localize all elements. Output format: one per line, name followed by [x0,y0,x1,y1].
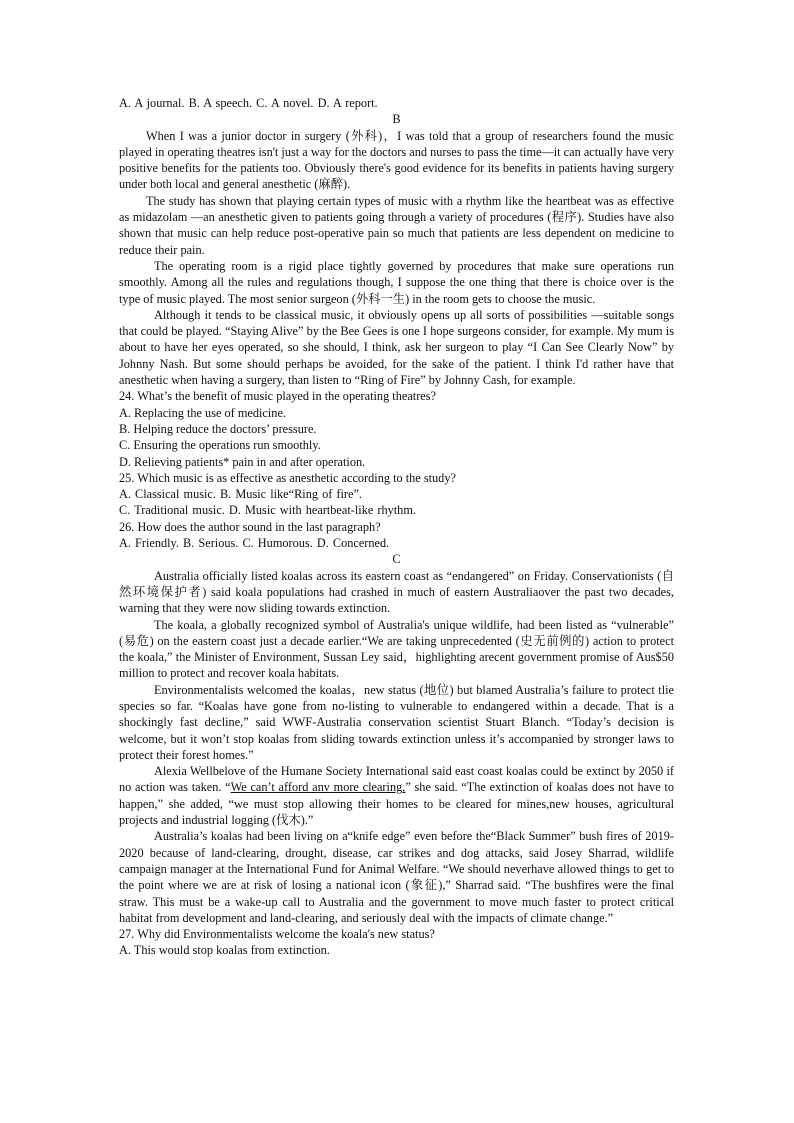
question-26-options: A. Friendly. B. Serious. C. Humorous. D. Concerned. [119,536,390,551]
question-25-options: A. Classical music. B. Music like“Ring of fire”. [119,487,362,502]
paragraph-4-text-start: Alexia Wellbelove of the Humane Society International said east coast koalas could be extinct by 2050 if no action was taken. “ [119,764,674,795]
question-24-option: C. Ensuring the operations run smoothly. [119,438,321,453]
section-c-label: C [392,552,401,567]
exam-page [119,95,674,959]
section-b-label: B [392,112,401,127]
question-24-option: D. Relieving patients* pain in and after operation. [119,454,366,469]
passage-c-paragraph-2: The koala, a globally recognized symbol of Australia's unique wildlife, had been listed as “vulnerable” (易危) on the eastern coast just a decade earlier.“We are taking unprecedented (史无前例的) action to protect the koala,” the Minister of Environment, Sussan Ley said，highlighting arecent government promise of Aus$50 million to protect and recover koala habitats. [119,617,674,681]
question-25-stem: 25. Which music is as effective as anesthetic according to the study? [119,470,456,485]
question-24-option: B. Helping reduce the doctors’ pressure. [119,421,317,436]
underlined-quote: We can’t afford anv more clearing, [230,780,406,795]
question-25-options: C. Traditional music. D. Music with heartbeat-like rhythm. [119,503,416,518]
passage-c-paragraph-5: Australia’s koalas had been living on a“knife edge” even before the“Black Summer” bush fires of 2019-2020 because of land-clearing, drought, disease, car strikes and dog attacks, said Josey Sharrad, wildlife campaign manager at the International Fund for Animal Welfare. “We should neverhave allowed things to get to the point where we are at risk of losing a national icon (象征),” Sharrad said. “The bushfires were the final straw. This must be a wake-up call to Australia and the government to move much faster to protect critical habitat from development and land-clearing, and seriously deal with the impacts of climate change.” [119,829,674,925]
question-24-stem: 24. What’s the benefit of music played in the operating theatres? [119,389,436,404]
passage-c-paragraph-1: Australia officially listed koalas across its eastern coast as “endangered” on Friday. Conservationists (自然环境保护者) said koala populations had crashed in much of eastern Australiaover the past two decades, warning that they were now sliding towards extinction. [119,568,674,616]
passage-b-paragraph-4: Although it tends to be classical music, it obviously opens up all sorts of possibilities —suitable songs that could be played. “Staying Alive” by the Bee Gees is one I hope surgeons consider, for example. My mum is about to have her eyes operated, so she should, I think, ask her surgeon to play “I Can See Clearly Now” by Johnny Nash. But some should perhaps be avoided, for the sake of the patient. I think I'd rather have that anesthetic when having a surgery, than listen to “Ring of Fire” by Johnny Cash, for example. [119,307,674,388]
passage-c-paragraph-4 [119,763,674,828]
question-26-stem: 26. How does the author sound in the last paragraph? [119,519,381,534]
passage-b-paragraph-1: When I was a junior doctor in surgery (外科)，I was told that a group of researchers found the music played in operating theatres isn't just a way for the doctors and nurses to pass the time—it can actually have very positive benefits for the patients too. Obviously there's good evidence for its benefits in patients having surgery under both local and general anesthetic (麻醉). [119,128,674,192]
passage-c-paragraph-3: Environmentalists welcomed the koalas，new status (地位) but blamed Australia’s failure to protect tlie species so far. “Koalas have gone from no-listing to vulnerable to endangered within a decade. That is a shockingly fast decline,” said WWF-Australia conservation scientist Stuart Blanch. “Today’s decision is welcome, but it won’t stop koalas from sliding towards extinction unless it’s accompanied by stronger laws to protect their forest homes.” [119,682,674,762]
passage-b-paragraph-3: The operating room is a rigid place tightly governed by procedures that make sure operations run smoothly. Among all the rules and regulations though, I suppose the one thing that there is choice over is the type of music played. The most senior surgeon (外科一生) in the room gets to choose the music. [119,258,674,306]
q23-options: A. A journal. B. A speech. C. A novel. D. A report. [119,96,378,110]
passage-b-paragraph-2: The study has shown that playing certain types of music with a rhythm like the heartbeat was as effective as midazolam —an anesthetic given to patients going through a variety of procedures (程序). Studies have also shown that music can help reduce post-operative pain so much that patients are less dependent on medicine to reduce their pain. [119,193,674,257]
question-24-option: A. Replacing the use of medicine. [119,405,286,420]
question-27-stem: 27. Why did Environmentalists welcome the koala's new status? [119,927,435,942]
question-27-option: A. This would stop koalas from extinction. [119,943,330,958]
paragraph-4-text-end: ” she said. “The extinction of koalas does not have to happen,” she added, “we must stop allowing their homes to be cleared for mines,new houses, agricultural projects and industrial logging (伐木).” [119,780,674,828]
